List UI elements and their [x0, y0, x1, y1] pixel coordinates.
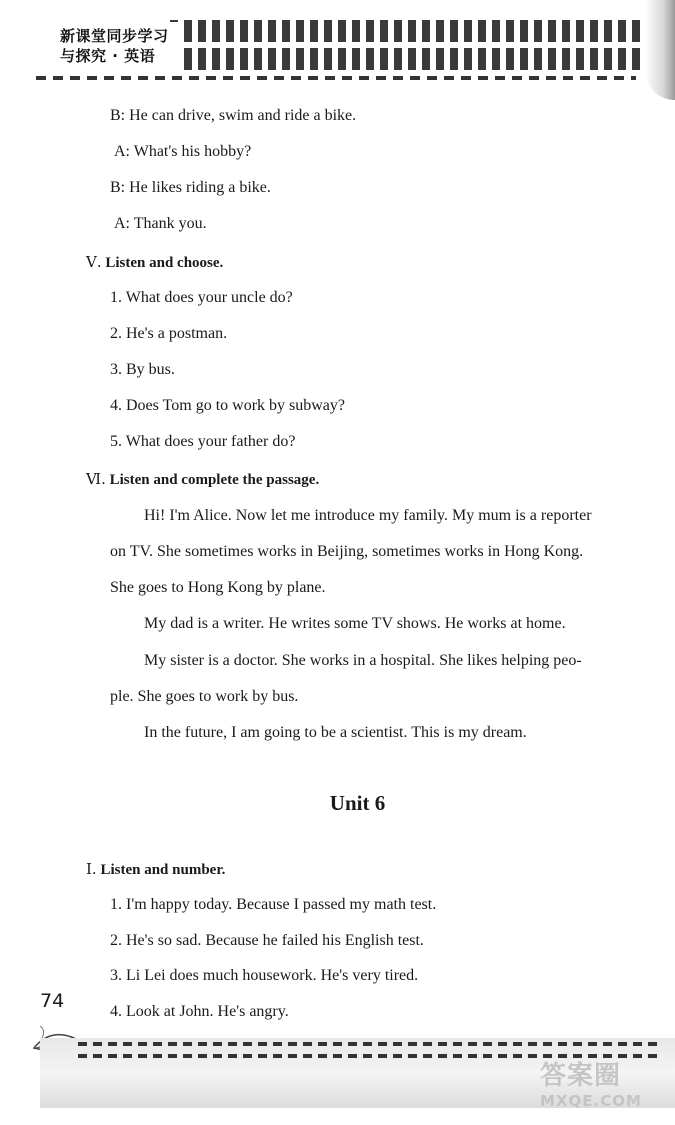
- speaker-label: A:: [114, 143, 130, 160]
- passage-line: ple. She goes to work by bus.: [110, 688, 299, 705]
- book-title-line1: 新课堂同步学习: [60, 27, 169, 45]
- item-number: 2.: [110, 932, 122, 949]
- dialogue-line: [114, 214, 207, 234]
- unit-title: Unit 6: [329, 791, 386, 815]
- speaker-label: B:: [110, 179, 126, 196]
- passage-line: In the future, I am going to be a scientist. This is my dream.: [144, 724, 527, 741]
- dialogue-text: He likes riding a bike.: [129, 179, 271, 196]
- section-numeral: Ⅵ.: [86, 470, 106, 488]
- item-number: 4.: [110, 397, 122, 414]
- dialogue-line: [114, 142, 251, 162]
- item-text: Does Tom go to work by subway?: [126, 397, 346, 414]
- section-heading: [86, 469, 319, 490]
- item-text: Li Lei does much housework. He's very tired.: [126, 967, 419, 984]
- header-stripe-pattern: [170, 20, 675, 70]
- watermark-logo: 答案圈: [540, 1061, 622, 1091]
- passage-line: My sister is a doctor. She works in a hospital. She likes helping peo-: [144, 652, 582, 669]
- list-item: [110, 895, 436, 915]
- book-title-line2: 与探究 · 英语: [60, 47, 156, 65]
- item-number: 3.: [110, 361, 122, 378]
- list-item: [110, 396, 345, 416]
- item-number: 4.: [110, 1003, 122, 1020]
- page-number: 74: [40, 990, 65, 1012]
- section-title: Listen and complete the passage.: [109, 472, 320, 488]
- item-number: 1.: [110, 896, 122, 913]
- dialogue-line: [110, 106, 356, 126]
- speaker-label: A:: [114, 215, 130, 232]
- book-title: [60, 26, 180, 66]
- passage-line: Hi! I'm Alice. Now let me introduce my family. My mum is a reporter: [144, 507, 592, 524]
- item-text: I'm happy today. Because I passed my math test.: [126, 896, 437, 913]
- list-item: [110, 360, 175, 380]
- dialogue-text: What's his hobby?: [133, 143, 252, 160]
- list-item: [110, 1002, 289, 1022]
- list-item: [110, 966, 418, 986]
- passage-line: She goes to Hong Kong by plane.: [110, 579, 326, 596]
- passage-line: My dad is a writer. He writes some TV shows. He works at home.: [144, 615, 566, 632]
- section-heading: [86, 252, 223, 273]
- footer-dashed-rule: [78, 1042, 660, 1046]
- passage-line: on TV. She sometimes works in Beijing, sometimes works in Hong Kong.: [110, 543, 584, 560]
- dialogue-text: He can drive, swim and ride a bike.: [129, 107, 357, 124]
- dialogue-text: Thank you.: [133, 215, 207, 232]
- item-text: He's so sad. Because he failed his English test.: [126, 932, 424, 949]
- list-item: [110, 432, 295, 452]
- page-curl: [645, 0, 675, 100]
- section-title: Listen and choose.: [105, 255, 224, 271]
- watermark-url: MXQE.COM: [540, 1092, 642, 1110]
- dialogue-line: [110, 178, 271, 198]
- section-numeral: Ⅴ.: [86, 253, 102, 271]
- page-header: [0, 0, 675, 100]
- section-numeral: Ⅰ.: [86, 860, 97, 878]
- speaker-label: B:: [110, 107, 126, 124]
- item-text: What does your father do?: [125, 433, 296, 450]
- list-item: [110, 288, 293, 308]
- item-number: 3.: [110, 967, 122, 984]
- item-text: By bus.: [126, 361, 175, 378]
- list-item: [110, 324, 227, 344]
- list-item: [110, 931, 424, 951]
- item-text: He's a postman.: [126, 325, 228, 342]
- watermark: [540, 1060, 670, 1110]
- section-heading: [86, 859, 225, 880]
- header-dashed-rule: [36, 76, 636, 80]
- item-number: 2.: [110, 325, 122, 342]
- item-number: 5.: [110, 433, 122, 450]
- item-text: What does your uncle do?: [125, 289, 293, 306]
- section-title: Listen and number.: [100, 862, 226, 878]
- item-number: 1.: [110, 289, 122, 306]
- footer-dashed-rule: [78, 1054, 660, 1058]
- item-text: Look at John. He's angry.: [126, 1003, 289, 1020]
